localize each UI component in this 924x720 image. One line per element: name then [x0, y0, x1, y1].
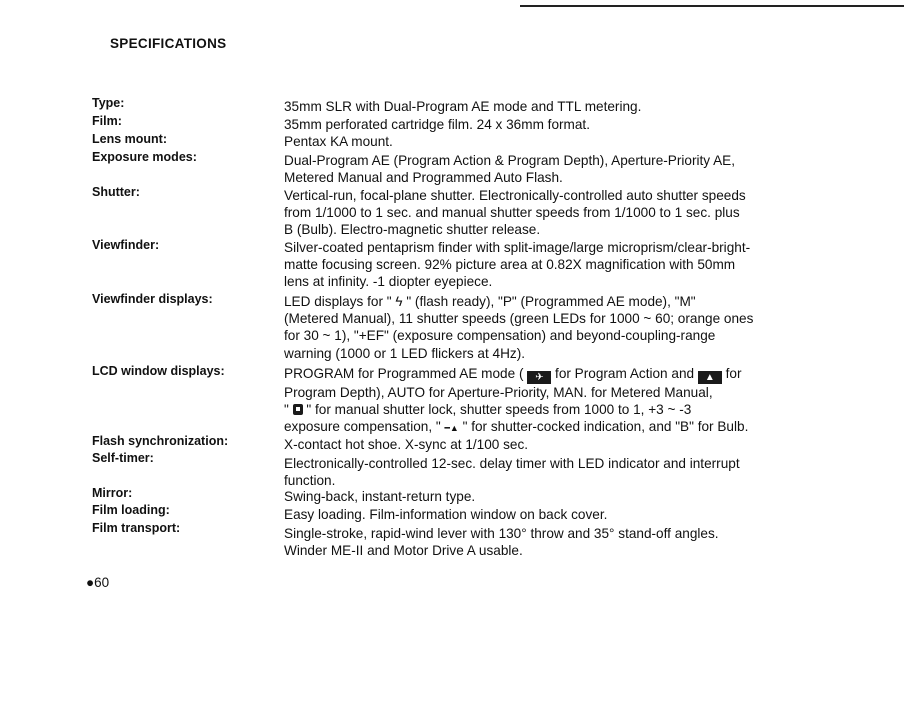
label-viewfinder: Viewfinder: [92, 238, 160, 252]
value-film: 35mm perforated cartridge film. 24 x 36mm format. [284, 117, 590, 132]
value-film-loading: Easy loading. Film-information window on back cover. [284, 507, 608, 522]
label-lcd-window-displays: LCD window displays: [92, 364, 225, 378]
label-lens-mount: Lens mount: [92, 132, 167, 146]
label-film-loading: Film loading: [92, 503, 170, 517]
header-rule [520, 5, 904, 7]
label-type: Type: [92, 96, 125, 110]
page-number: ●60 [86, 575, 110, 590]
page-title: SPECIFICATIONS [110, 36, 227, 51]
value-type: 35mm SLR with Dual-Program AE mode and TTL metering. [284, 99, 642, 114]
shutter-cocked-icon: ━▲ [444, 423, 459, 434]
value-flash-synchronization: X-contact hot shoe. X-sync at 1/100 sec. [284, 437, 529, 452]
value-self-timer: Electronically-controlled 12-sec. delay timer with LED indicator and interrupt function. [284, 456, 740, 489]
program-depth-icon: ▲ [698, 371, 722, 384]
value-exposure-modes: Dual-Program AE (Program Action & Program Depth), Aperture-Priority AE, Metered Manual and Programmed Auto Flash. [284, 153, 736, 186]
label-film-transport: Film transport: [92, 521, 181, 535]
value-mirror: Swing-back, instant-return type. [284, 489, 476, 504]
value-film-transport: Single-stroke, rapid-wind lever with 130° throw and 35° stand-off angles. Winder ME-II and Motor Drive A usable. [284, 526, 719, 559]
value-lens-mount: Pentax KA mount. [284, 134, 393, 149]
label-exposure-modes: Exposure modes: [92, 150, 197, 164]
label-film: Film: [92, 114, 122, 128]
value-lcd-window-displays: PROGRAM for Programmed AE mode ( ✈ for Program Action and ▲ for Program Depth), AUTO for Aperture-Priority, MAN. for Metered Manual, " " for manual shutter lock, shutter speeds from 1000 to 1, +3 ~ -3 exposure compensation, " ━▲ " for shutter-cocked indication, and "B" for Bulb. [284, 366, 749, 435]
shutter-lock-icon [293, 404, 303, 415]
value-shutter: Vertical-run, focal-plane shutter. Electronically-controlled auto shutter speeds from 1/1000 to 1 sec. and manual shutter speeds from 1/1000 to 1 sec. plus B (Bulb). Electro-magnetic shutter release. [284, 188, 746, 238]
label-shutter: Shutter: [92, 185, 140, 199]
bullet-icon: ● [86, 575, 95, 590]
label-self-timer: Self-timer: [92, 451, 154, 465]
label-flash-synchronization: Flash synchronization: [92, 434, 229, 448]
label-mirror: Mirror: [92, 486, 133, 500]
label-viewfinder-displays: Viewfinder displays: [92, 292, 213, 306]
program-action-icon: ✈ [527, 371, 551, 384]
value-viewfinder-displays: LED displays for " ϟ " (flash ready), "P" (Programmed AE mode), "M" (Metered Manual), 11 shutter speeds (green LEDs for 1000 ~ 60; orange ones for 30 ~ 1), "+EF" (exposure compensation) and beyond-coupling-range warning (1000 or 1 LED flickers at 4Hz). [284, 294, 754, 361]
value-viewfinder: Silver-coated pentaprism finder with split-image/large microprism/clear-bright- matte focusing screen. 92% picture area at 0.82X magnification with 50mm lens at infinity. -1 diopter eyepiece. [284, 240, 751, 290]
